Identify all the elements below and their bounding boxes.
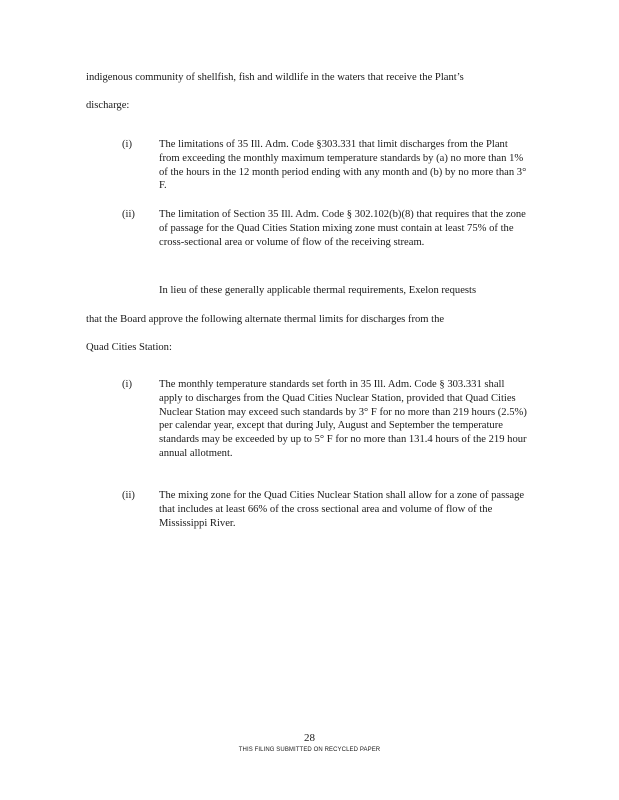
request-line-1: In lieu of these generally applicable thermal requirements, Exelon requests [159,285,477,296]
request-line-2: that the Board approve the following alternate thermal limits for discharges from the [86,314,445,325]
intro-line-2: discharge: [86,100,130,111]
list-item-number: (i) [122,139,132,150]
page-number: 28 [304,732,315,744]
intro-line-1: indigenous community of shellfish, fish and wildlife in the waters that receive the Plant’s [86,72,464,83]
list-item-text: The limitation of Section 35 Ill. Adm. Code § 302.102(b)(8) that requires that the zone of passage for the Quad Cities Station mixing zone must contain at least 75% of the cross-sectional area or volume of flow of the receiving stream. [159,209,526,248]
list-item-number: (i) [122,379,132,390]
list-item-text: The limitations of 35 Ill. Adm. Code §303.331 that limit discharges from the Plant from exceeding the monthly maximum temperature standards by (a) no more than 1% of the hours in the 12 month period ending with any month and (b) by no more than 3° F. [159,139,527,192]
list-item-text: The mixing zone for the Quad Cities Nuclear Station shall allow for a zone of passage that includes at least 66% of the cross sectional area and volume of flow of the Mississippi River. [159,490,525,529]
request-line-3: Quad Cities Station: [86,342,172,353]
list-item-text: The monthly temperature standards set forth in 35 Ill. Adm. Code § 303.331 shall apply to discharges from the Quad Cities Nuclear Station, provided that Quad Cities Nuclear Station may exceed such standards by 3° F for no more than 219 hours (2.5%) per calendar year, except that during July, August and September the temperature standards may be exceeded by up to 5° F for no more than 131.4 hours of the 219 hour annual allotment. [159,379,527,459]
footer-notice: THIS FILING SUBMITTED ON RECYCLED PAPER [238,747,381,753]
list-item-number: (ii) [122,209,135,220]
list-item-number: (ii) [122,490,135,501]
